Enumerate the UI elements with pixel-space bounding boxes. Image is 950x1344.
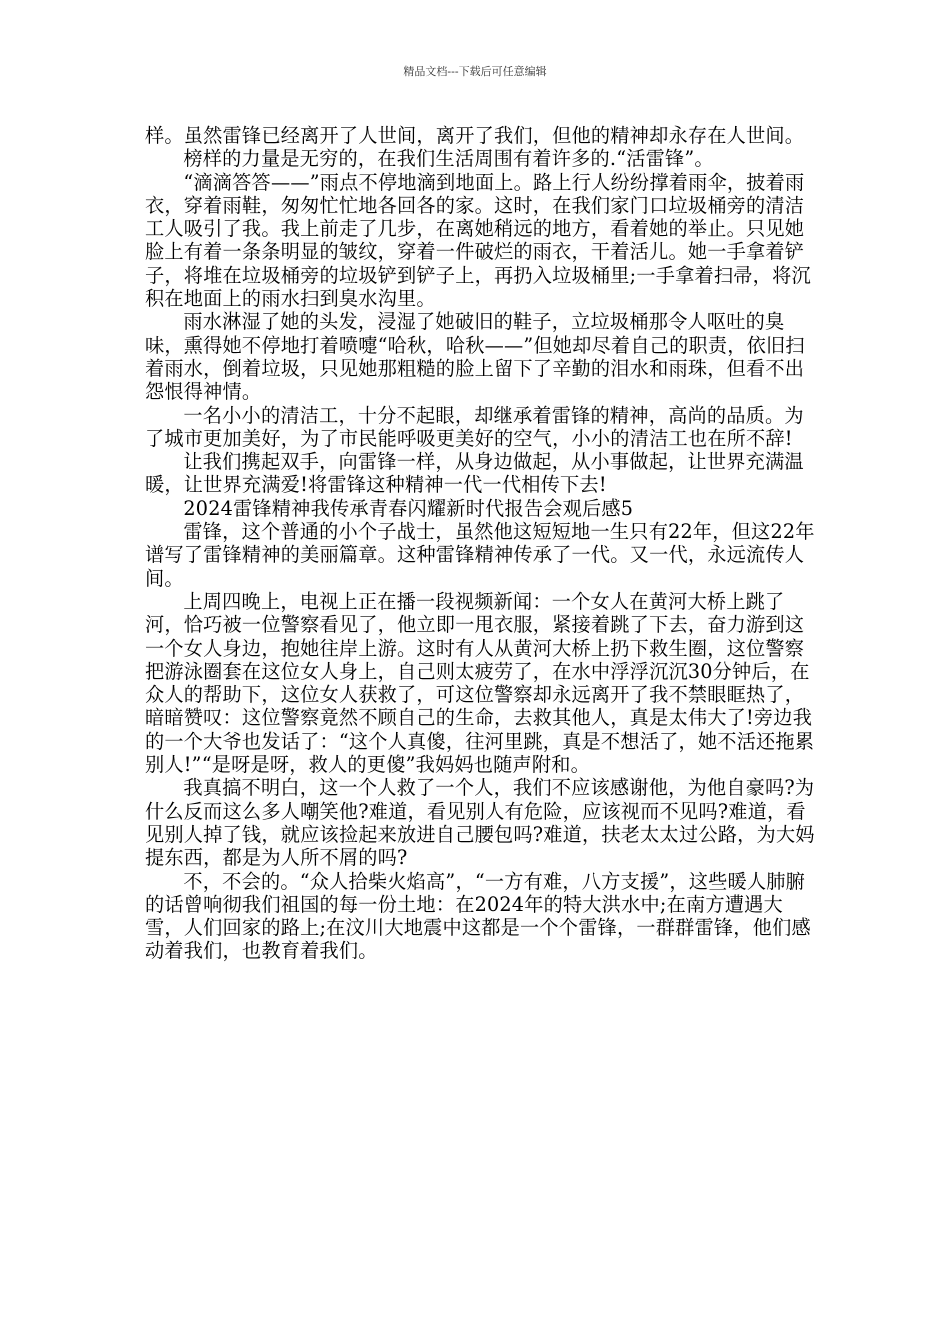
page-header: 精品文档---下载后可任意编辑 [403,65,547,78]
paragraph: 一名小小的清洁工，十分不起眼，却继承着雷锋的精神，高尚的品质。为了城市更加美好，为了市民能呼吸更美好的空气，小小的清洁工也在所不辞! [145,403,804,450]
section-title: 2024雷锋精神我传承青春闪耀新时代报告会观后感5 [183,496,634,520]
paragraph-continuation: 样。虽然雷锋已经离开了人世间，离开了我们，但他的精神却永存在人世间。 [145,124,805,147]
paragraph: 雷锋，这个普通的小个子战士，虽然他这短短地一生只有22年，但这22年谱写了雷锋精神的美丽篇章。这种雷锋精神传承了一代。又一代，永远流传人间。 [145,520,815,590]
paragraph: 让我们携起双手，向雷锋一样，从身边做起，从小事做起，让世界充满温暖，让世界充满爱!将雷锋这种精神一代一代相传下去! [145,450,804,497]
paragraph: 雨水淋湿了她的头发，浸湿了她破旧的鞋子，立垃圾桶那令人呕吐的臭味，熏得她不停地打着喷嚏“哈秋，哈秋——”但她却尽着自己的职责，依旧扫着雨水，倒着垃圾，只见她那粗糙的脸上留下了辛勤的泪水和雨珠，但看不出怨恨得神情。 [145,310,805,404]
paragraph: 我真搞不明白，这一个人救了一个人，我们不应该感谢他，为他自豪吗?为什么反而这么多人嘲笑他?难道，看见别人有危险，应该视而不见吗?难道，看见别人掉了钱，就应该捡起来放进自己腰包吗?难道，扶老太太过公路，为大妈提东西，都是为人所不屑的吗? [145,776,815,870]
document-body [145,124,815,963]
paragraph: 榜样的力量是无穷的，在我们生活周围有着许多的.“活雷锋”。 [183,147,714,171]
paragraph: 不，不会的。“众人拾柴火焰高”，“一方有难，八方支援”，这些暖人肺腑的话曾响彻我们祖国的每一份土地：在2024年的特大洪水中;在南方遭遇大雪，人们回家的路上;在汶川大地震中这都是一个个雷锋，一群群雷锋，他们感动着我们，也教育着我们。 [145,869,811,963]
paragraph: “滴滴答答——”雨点不停地滴到地面上。路上行人纷纷撑着雨伞，披着雨衣，穿着雨鞋，匆匆忙忙地各回各的家。这时，在我们家门口垃圾桶旁的清洁工人吸引了我。我上前走了几步，在离她稍远的地方，看着她的举止。只见她脸上有着一条条明显的皱纹，穿着一件破烂的雨衣，干着活儿。她一手拿着铲子，将堆在垃圾桶旁的垃圾铲到铲子上，再扔入垃圾桶里;一手拿着扫帚，将沉积在地面上的雨水扫到臭水沟里。 [145,170,811,311]
paragraph: 上周四晚上，电视上正在播一段视频新闻：一个女人在黄河大桥上跳了河，恰巧被一位警察看见了，他立即一甩衣服，紧接着跳了下去，奋力游到这一个女人身边，抱她往岸上游。这时有人从黄河大桥上扔下救生圈，这位警察把游泳圈套在这位女人身上，自己则太疲劳了，在水中浮浮沉沉30分钟后，在众人的帮助下，这位女人获救了，可这位警察却永远离开了我不禁眼眶热了，暗暗赞叹：这位警察竟然不顾自己的生命，去救其他人，真是太伟大了!旁边我的一个大爷也发话了：“这个人真傻，往河里跳，真是不想活了，她不活还拖累别人!”“是呀是呀，救人的更傻”我妈妈也随声附和。 [145,589,815,777]
